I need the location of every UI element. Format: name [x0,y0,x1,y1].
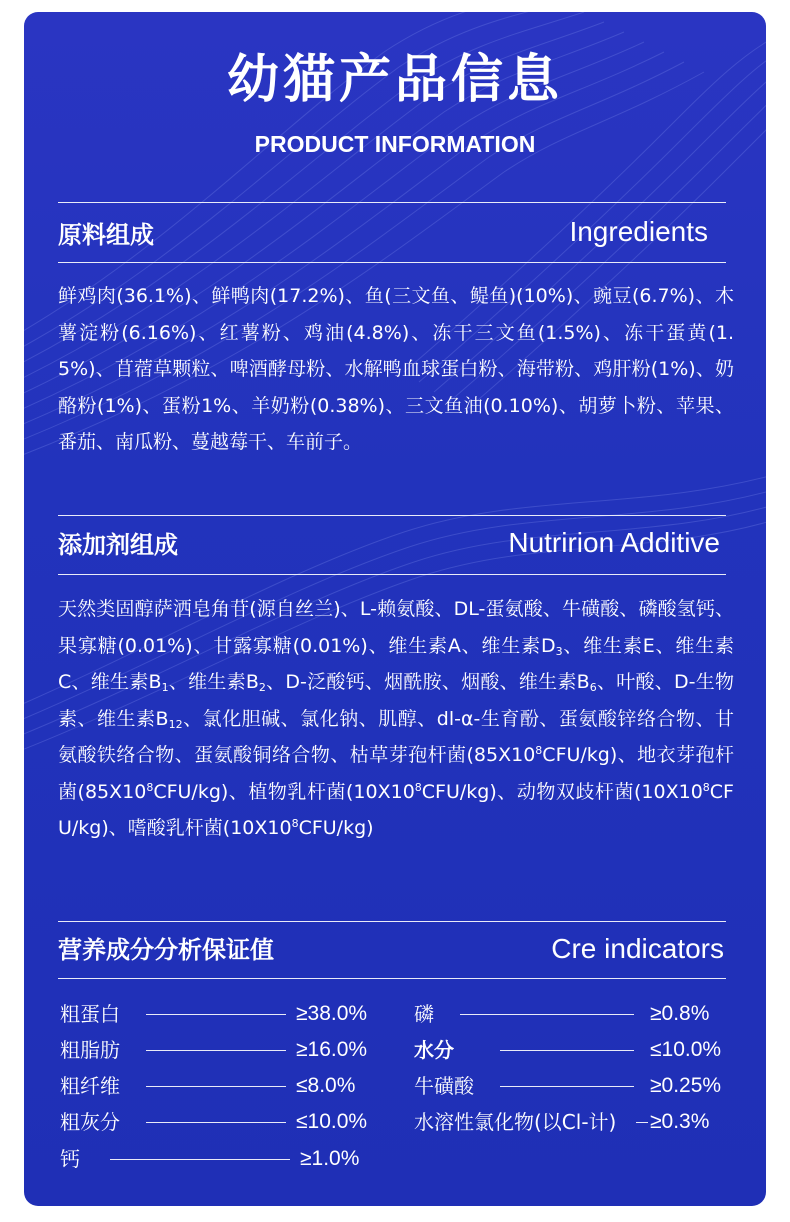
analysis-title: 营养成分分析保证值 [58,936,274,964]
additives-title-en: Nutririon Additive [508,527,720,558]
nutrient-label: 水分 [414,1038,454,1062]
leader-line [110,1159,290,1160]
page-title: 幼猫产品信息 [226,50,563,110]
nutrient-label: 粗蛋白 [60,1002,120,1026]
nutrient-row [414,1069,744,1103]
nutrient-label: 牛磺酸 [414,1074,474,1098]
nutrient-row [60,997,390,1031]
nutrient-label: 水溶性氯化物(以Cl-计) [414,1110,617,1134]
nutrient-value: ≥38.0% [296,1002,368,1025]
leader-line [146,1050,286,1051]
nutrient-row [414,1033,744,1067]
nutrient-row [60,1105,390,1139]
page-subtitle: PRODUCT INFORMATION [254,131,536,157]
divider-line [58,921,726,922]
additives-title: 添加剂组成 [58,531,178,559]
additives-text: 天然类固醇萨洒皂角苷(源自丝兰)、L-赖氨酸、DL-蛋氨酸、牛磺酸、磷酸氢钙、果寡糖(0.01%)、甘露寡糖(0.01%)、维生素A、维生素$D_3$、维生素E、维生素C、维生素$B_1$、维生素$B_2$、D-泛酸钙、烟酰胺、烟酸、维生素$B_6$、叶酸、D-生物素、维生素$B_{12}$、氯化胆碱、氯化钠、肌醇、dl-α-生育酚、蛋氨酸锌络合物、甘氨酸铁络合物、蛋氨酸铜络合物、枯草芽孢杆菌$(85X10^8CFU/kg)$、地衣芽孢杆菌$(85X10^8CFU/kg)$、植物乳杆菌$(10X10^8CFU/kg)$、动物双歧杆菌$(10X10^8CFU/kg)$、嗜酸乳杆菌$(10X10^8CFU/kg)$ [58,598,734,839]
nutrient-row [414,997,744,1031]
ingredients-text: 鲜鸡肉(36.1%)、鲜鸭肉(17.2%)、鱼(三文鱼、鳀鱼)(10%)、豌豆(6.7%)、木薯淀粉(6.16%)、红薯粉、鸡油(4.8%)、冻干三文鱼(1.5%)、冻干蛋黄(1.5%)、苜蓿草颗粒、啤酒酵母粉、水解鸭血球蛋白粉、海带粉、鸡肝粉(1%)、奶酪粉(1%)、蛋粉1%、羊奶粉(0.38%)、三文鱼油(0.10%)、胡萝卜粉、苹果、番茄、南瓜粉、蔓越莓干、车前子。 [58,285,734,453]
nutrient-label: 钙 [60,1147,80,1171]
divider-line [58,262,726,263]
divider-line [58,202,726,203]
leader-line [146,1122,286,1123]
nutrient-row [60,1033,390,1067]
nutrient-value: ≤10.0% [296,1110,368,1133]
nutrient-value: ≤10.0% [650,1038,722,1061]
divider-line [58,515,726,516]
leader-line [146,1086,286,1087]
nutrient-value: ≥0.25% [650,1074,722,1097]
divider-line [58,574,726,575]
divider-line [58,978,726,979]
nutrient-row [60,1069,390,1103]
nutrient-label: 粗纤维 [60,1074,120,1098]
nutrient-label: 磷 [414,1002,434,1026]
nutrient-value: ≥0.3% [650,1110,710,1133]
nutrient-label: 粗灰分 [60,1110,120,1134]
leader-line [636,1122,648,1123]
analysis-title-en: Cre indicators [551,933,724,964]
product-info-card [24,12,766,1206]
nutrient-value: ≥0.8% [650,1002,710,1025]
nutrient-value: ≤8.0% [296,1074,356,1097]
nutrient-row [414,1105,744,1139]
leader-line [146,1014,286,1015]
leader-line [500,1050,634,1051]
nutrient-value: ≥1.0% [300,1147,360,1170]
ingredients-title-en: Ingredients [569,216,708,247]
leader-line [500,1086,634,1087]
leader-line [460,1014,634,1015]
ingredients-title: 原料组成 [58,221,154,249]
nutrient-value: ≥16.0% [296,1038,368,1061]
nutrient-label: 粗脂肪 [60,1038,120,1062]
nutrient-row [60,1142,390,1176]
